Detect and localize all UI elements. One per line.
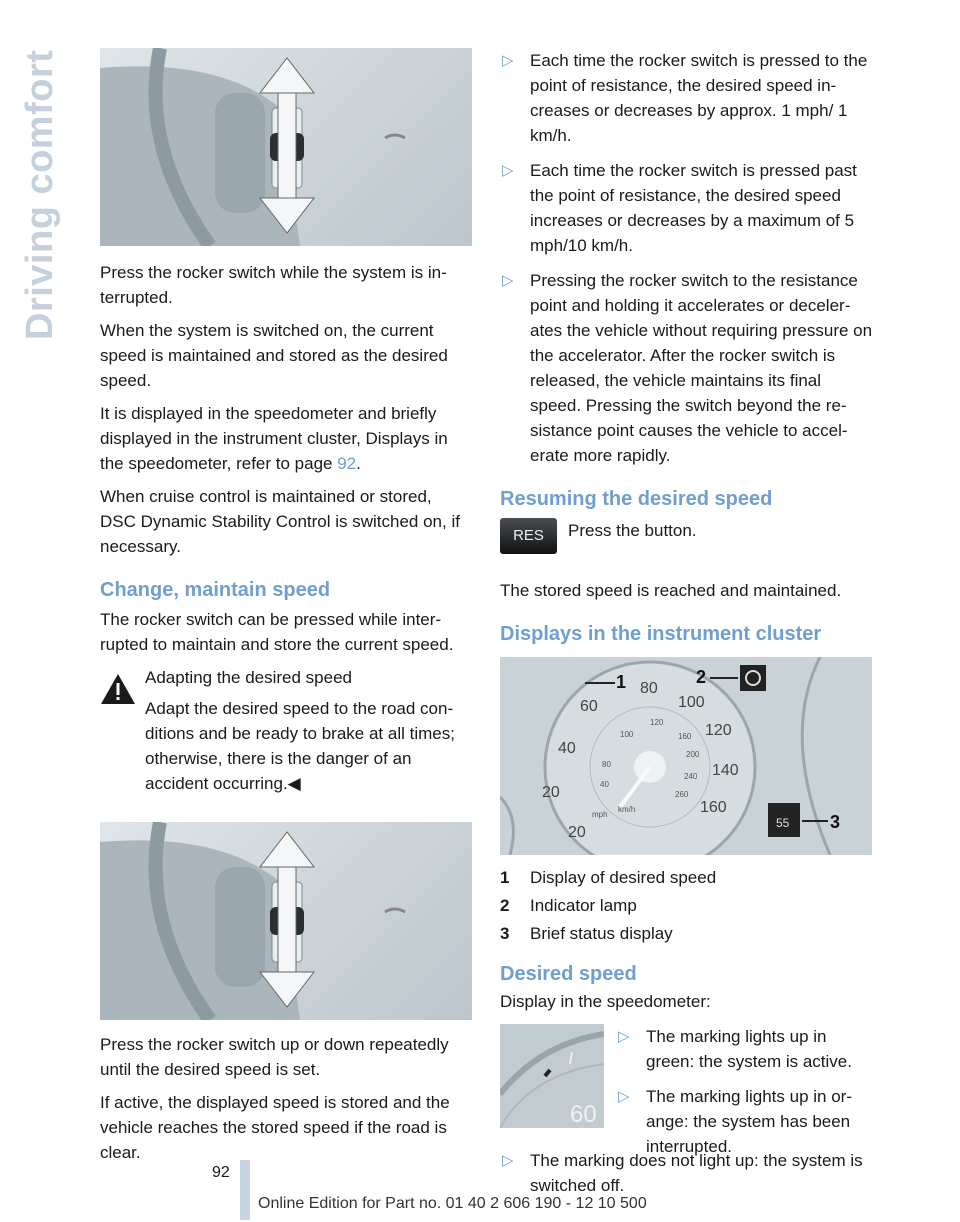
triangle-bullet-icon: ▷: [502, 1152, 514, 1169]
chapter-title: Driving comfort: [19, 49, 61, 340]
dial-minor-label: 200: [686, 750, 700, 759]
dial-label: 140: [712, 762, 739, 779]
left-column: [100, 48, 472, 1165]
page-number: 92: [212, 1164, 230, 1181]
dial-label: 20: [568, 824, 586, 841]
bullet-item: ▷ The marking lights up in green: the system is active.: [616, 1024, 874, 1074]
bullet-item: ▷ Each time the rocker switch is pressed past the point of resistance, the desired speed increases or decreases by a maximum of 5 mph/10 km/h.: [500, 158, 874, 258]
heading-resuming: Resuming the desired speed: [500, 488, 773, 510]
res-instruction: Press the button.: [568, 521, 697, 540]
warning-body: Adapt the desired speed to the road conditions and be ready to brake at all times; otherwise, there is the danger of an accident occurring.◀: [145, 699, 455, 793]
heading-displays: Displays in the instrument cluster: [500, 623, 822, 645]
cluster-legend: [500, 865, 874, 949]
callout-number: 1: [616, 672, 627, 692]
dial-minor-label: 240: [684, 772, 698, 781]
speed-value: 60: [570, 1101, 597, 1128]
heading-desired-speed: Desired speed: [500, 963, 637, 985]
para-stored-speed: The stored speed is reached and maintained.: [500, 581, 842, 600]
dial-label: 40: [558, 740, 576, 757]
dial-label: 120: [705, 722, 732, 739]
legend-item: 3 Brief status display: [500, 924, 673, 943]
res-button[interactable]: RES: [500, 518, 557, 554]
callout-number: 2: [696, 667, 707, 687]
dial-label: 20: [542, 784, 560, 801]
para-displayed: It is displayed in the speedometer and briefly displayed in the instrument cluster, Displays in the speedometer, refer to page 92.: [100, 404, 448, 473]
steering-wheel-photo-1: [100, 48, 472, 246]
warning-icon: [100, 673, 136, 705]
para-if-active: If active, the displayed speed is stored and the vehicle reaches the stored speed if the road is clear.: [100, 1093, 450, 1162]
unit-mph: mph: [592, 810, 608, 819]
footer-edition-text: Online Edition for Part no. 01 40 2 606 190 - 12 10 500: [258, 1195, 647, 1212]
dial-minor-label: 260: [675, 790, 689, 799]
para-system-on: When the system is switched on, the current speed is maintained and stored as the desired speed.: [100, 321, 448, 390]
dial-minor-label: 40: [600, 780, 609, 789]
unit-kmh: km/h: [618, 805, 636, 814]
legend-item: 1 Display of desired speed: [500, 868, 717, 887]
para-press-rocker: Press the rocker switch while the system is interrupted.: [100, 263, 447, 307]
bullet-item: ▷ Each time the rocker switch is pressed to the point of resistance, the desired speed increases or decreases by approx. 1 mph/ 1 km/h.: [500, 48, 874, 148]
page-link[interactable]: 92: [337, 454, 357, 473]
warning-block: [100, 665, 472, 796]
triangle-bullet-icon: ▷: [502, 162, 514, 179]
dial-minor-label: 160: [678, 732, 692, 741]
bullet-item: ▷ The marking lights up in orange: the system has been interrupted.: [616, 1084, 874, 1159]
dial-label: 160: [700, 799, 727, 816]
triangle-bullet-icon: ▷: [502, 272, 514, 289]
desired-speed-block: [500, 1024, 874, 1156]
warning-title: Adapting the desired speed: [145, 668, 352, 687]
para-dsc: When cruise control is maintained or stored, DSC Dynamic Stability Control is switched on, if necessary.: [100, 487, 460, 556]
triangle-bullet-icon: ▷: [502, 52, 514, 69]
dial-label: 100: [678, 694, 705, 711]
dial-label: 60: [580, 698, 598, 715]
bullet-item: ▷ The marking does not light up: the system is switched off.: [500, 1148, 874, 1198]
para-rocker-up-down: Press the rocker switch up or down repeatedly until the desired speed is set.: [100, 1035, 449, 1079]
para-rocker-pressed: The rocker switch can be pressed while interrupted to maintain and store the current speed.: [100, 610, 454, 654]
steering-wheel-photo-2: [100, 822, 472, 1020]
dial-label: 80: [640, 680, 658, 697]
callout-number: 3: [830, 812, 841, 832]
res-row: [500, 518, 874, 578]
speedometer-detail-image: [500, 1024, 604, 1128]
instrument-cluster-image: [500, 657, 872, 855]
bullet-item: ▷ Pressing the rocker switch to the resistance point and holding it accelerates or decelerates the vehicle without requiring pressure on the accelerator. After the rocker switch is released, the vehicle maintains its final speed. Pressing the switch beyond the resistance point causes the vehicle to accelerate more rapidly.: [500, 268, 874, 468]
triangle-bullet-icon: ▷: [618, 1088, 630, 1105]
heading-change-maintain: Change, maintain speed: [100, 579, 331, 601]
dial-minor-label: 100: [620, 730, 634, 739]
triangle-bullet-icon: ▷: [618, 1028, 630, 1045]
legend-item: 2 Indicator lamp: [500, 896, 637, 915]
right-column: [500, 48, 874, 1208]
dial-minor-label: 120: [650, 718, 664, 727]
status-value: 55: [776, 816, 790, 830]
para-display-speedometer: Display in the speedometer:: [500, 992, 711, 1011]
chapter-tab: [20, 40, 60, 340]
dial-minor-label: 80: [602, 760, 611, 769]
footer-bar: [240, 1160, 250, 1220]
